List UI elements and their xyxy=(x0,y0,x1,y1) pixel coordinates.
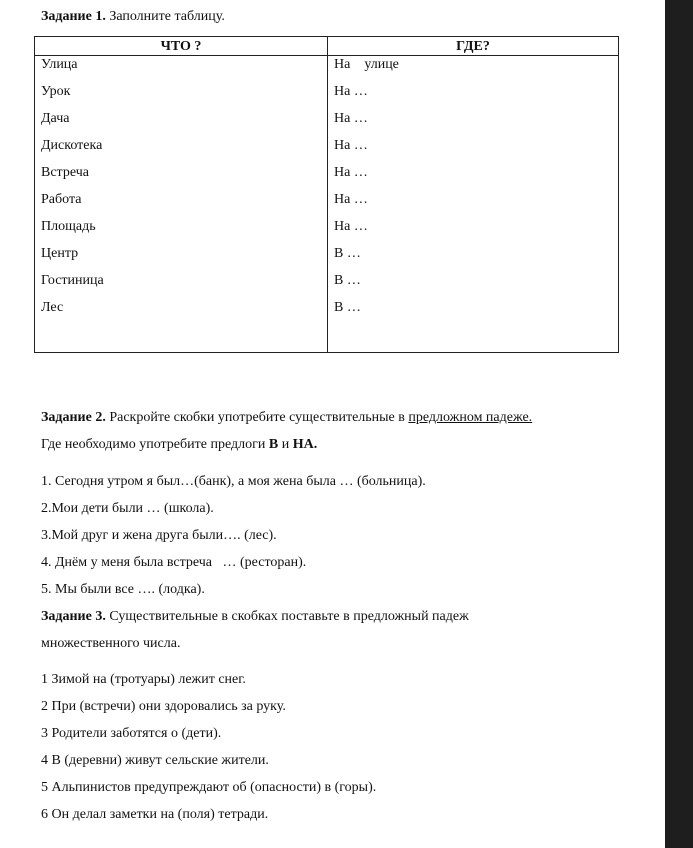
task3-heading-line1 xyxy=(41,609,469,625)
task1-table xyxy=(34,36,619,353)
task3-item: 3 Родители заботятся о (дети). xyxy=(41,726,222,741)
task2-item: 5. Мы были все …. (лодка). xyxy=(41,582,205,597)
task2-underlined-text: предложном падеже. xyxy=(408,410,533,425)
task2-item: 2.Мои дети были … (школа). xyxy=(41,501,214,516)
task2-item: 3.Мой друг и жена друга были…. (лес). xyxy=(41,528,277,543)
row-what: Дача xyxy=(41,111,70,126)
task3-heading-line2: множественного числа. xyxy=(41,636,181,651)
row-what: Работа xyxy=(41,192,82,207)
task2-item: 4. Днём у меня была встреча … (ресторан). xyxy=(41,555,307,570)
task3-item: 2 При (встречи) они здоровались за руку. xyxy=(41,699,286,714)
task2-heading-line2 xyxy=(41,437,317,453)
task2-text-a: Раскройте скобки употребите существительные в xyxy=(109,410,405,425)
task3-title: Задание 3. xyxy=(41,609,106,624)
task2-prep-1: В xyxy=(268,437,279,452)
row-where: В … xyxy=(334,300,361,315)
row-what: Гостиница xyxy=(41,273,104,288)
header-where: ГДЕ? xyxy=(328,37,619,56)
task3-item: 5 Альпинистов предупреждают об (опасности) в (горы). xyxy=(41,780,377,795)
task1-title: Задание 1. xyxy=(41,9,106,24)
row-what: Улица xyxy=(41,57,78,72)
row-what: Дискотека xyxy=(41,138,103,153)
row-where: На … xyxy=(334,84,368,99)
row-where: На … xyxy=(334,165,368,180)
task3-item: 6 Он делал заметки на (поля) тетради. xyxy=(41,807,269,822)
row-what: Площадь xyxy=(41,219,96,234)
row-what: Центр xyxy=(41,246,79,261)
row-where: На … xyxy=(334,111,368,126)
task3-item: 1 Зимой на (тротуары) лежит снег. xyxy=(41,672,246,687)
task2-heading-line1 xyxy=(41,410,532,426)
task2-item: 1. Сегодня утром я был…(банк), а моя жена была … (больница). xyxy=(41,474,426,489)
row-where: В … xyxy=(334,273,361,288)
task2-prep-2: НА. xyxy=(292,437,318,452)
row-what: Лес xyxy=(41,300,64,315)
row-what: Встреча xyxy=(41,165,89,180)
task1-heading xyxy=(41,9,225,25)
row-where: На … xyxy=(334,192,368,207)
task2-text-b: Где необходимо употребите предлоги xyxy=(41,437,266,452)
header-what: ЧТО ? xyxy=(35,37,328,56)
row-where: В … xyxy=(334,246,361,261)
task2-and: и xyxy=(281,437,290,452)
task1-instruction: Заполните таблицу. xyxy=(109,9,225,24)
task2-title: Задание 2. xyxy=(41,410,106,425)
task3-text-a: Существительные в скобках поставьте в предложный падеж xyxy=(109,609,469,624)
where-column xyxy=(328,56,619,353)
what-column xyxy=(35,56,328,353)
task3-item: 4 В (деревни) живут сельские жители. xyxy=(41,753,269,768)
row-where: На … xyxy=(334,219,368,234)
row-where: На улице xyxy=(334,57,399,72)
dark-edge-strip xyxy=(665,0,693,848)
row-what: Урок xyxy=(41,84,71,99)
row-where: На … xyxy=(334,138,368,153)
